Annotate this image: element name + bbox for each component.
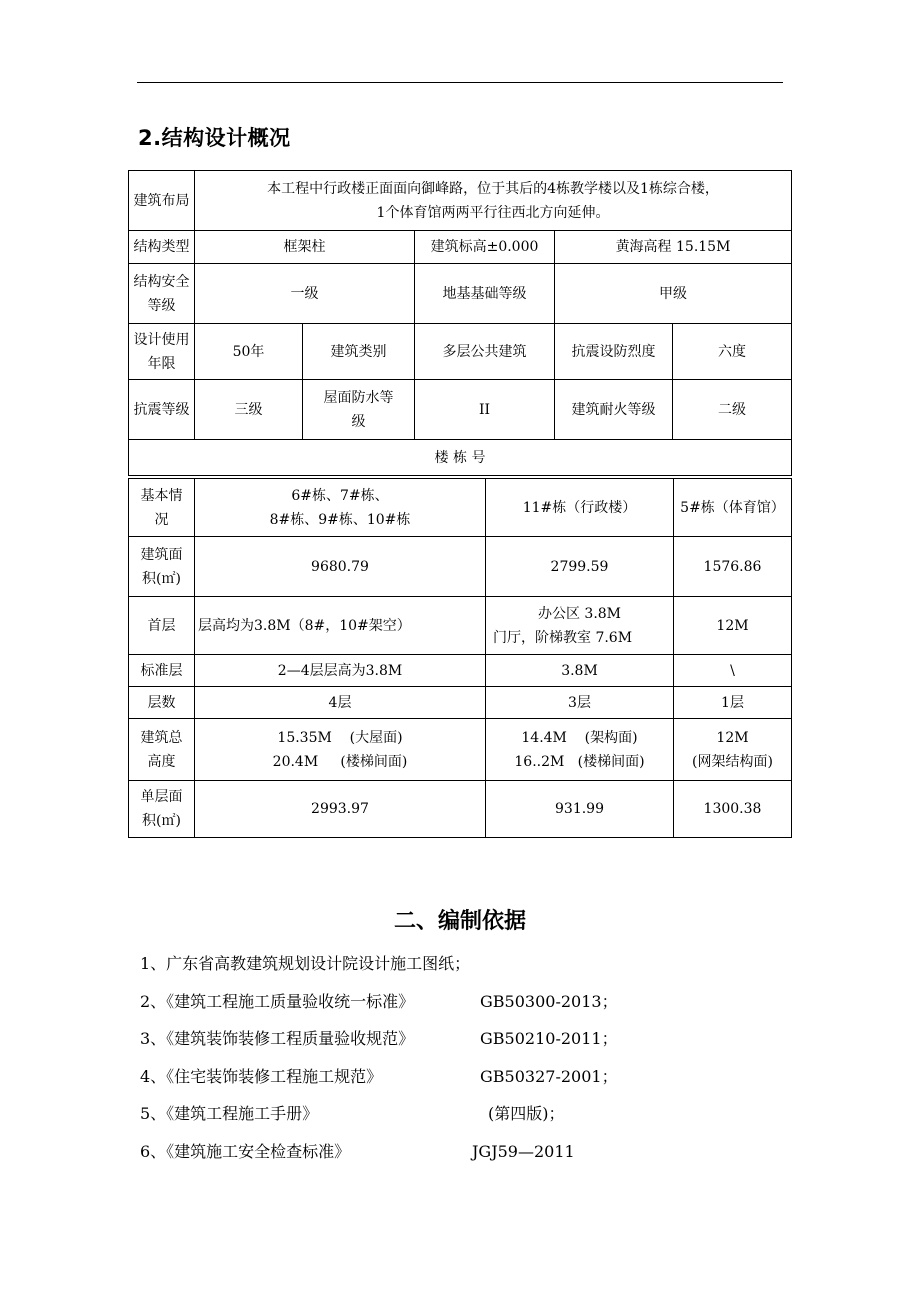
cell-label: 建筑标高±0.000 bbox=[415, 231, 555, 264]
table-row bbox=[129, 324, 792, 380]
value-line: 6#栋、7#栋、 bbox=[291, 487, 389, 504]
cell-value: 1层 bbox=[674, 687, 792, 719]
cell-value: 1576.86 bbox=[674, 537, 792, 597]
cell-value: 5#栋（体育馆） bbox=[674, 479, 792, 537]
label-line: 单层面 bbox=[140, 789, 183, 805]
value-line: 14.4M (架构面) bbox=[521, 729, 638, 746]
table-row bbox=[129, 781, 792, 838]
table-row bbox=[129, 597, 792, 655]
reference-title: 4、《住宅装饰装修工程施工规范》 bbox=[140, 1066, 383, 1086]
cell-value: 2799.59 bbox=[486, 537, 674, 597]
cell-value: 1300.38 bbox=[674, 781, 792, 838]
reference-title: 1、广东省高教建筑规划设计院设计施工图纸； bbox=[140, 954, 471, 973]
cell-label: 结构类型 bbox=[129, 231, 195, 264]
cell-value: 50年 bbox=[195, 324, 303, 380]
table-row bbox=[129, 264, 792, 324]
value-line: 门厅，阶梯教室 7.6M bbox=[493, 629, 633, 646]
label-line: 积(㎡) bbox=[142, 570, 181, 587]
label-line: 况 bbox=[154, 511, 169, 528]
list-item bbox=[140, 1027, 618, 1065]
cell-label bbox=[129, 264, 195, 324]
table-row bbox=[129, 687, 792, 719]
reference-code: GB50210-2011； bbox=[480, 1029, 618, 1049]
cell-value: 3层 bbox=[486, 687, 674, 719]
cell-label bbox=[129, 479, 195, 537]
cell-value bbox=[195, 719, 486, 781]
cell-label: 建筑耐火等级 bbox=[555, 380, 673, 440]
cell-value bbox=[195, 479, 486, 537]
list-item bbox=[140, 990, 618, 1028]
cell-value: 三级 bbox=[195, 380, 303, 440]
cell-label bbox=[129, 719, 195, 781]
list-item bbox=[140, 1140, 618, 1178]
table-row bbox=[129, 537, 792, 597]
label-line: 级 bbox=[351, 413, 366, 430]
value-line: 20.4M (楼梯间面) bbox=[272, 753, 408, 770]
reference-code: (第四版)； bbox=[488, 1104, 565, 1124]
cell-label: 建筑类别 bbox=[303, 324, 415, 380]
cell-value bbox=[674, 719, 792, 781]
label-line: 年限 bbox=[147, 355, 176, 372]
reference-code: JGJ59—2011 bbox=[472, 1141, 575, 1161]
cell-value: 六度 bbox=[673, 324, 792, 380]
building-details-table bbox=[128, 478, 792, 838]
table-row bbox=[129, 231, 792, 264]
label-line: 等级 bbox=[147, 297, 176, 314]
list-item bbox=[140, 1102, 618, 1140]
cell-value: 层高均为3.8M（8#，10#架空） bbox=[195, 597, 486, 655]
cell-value bbox=[486, 597, 674, 655]
label-line: 建筑总 bbox=[140, 729, 183, 746]
layout-line: 本工程中行政楼正面面向御峰路，位于其后的4栋教学楼以及1栋综合楼， bbox=[267, 180, 719, 197]
cell-value: 2—4层层高为3.8M bbox=[195, 655, 486, 687]
reference-title: 6、《建筑施工安全检查标准》 bbox=[140, 1141, 351, 1161]
section-title: 2.结构设计概况 bbox=[138, 126, 291, 150]
value-line: 16..2M (楼梯间面) bbox=[514, 753, 645, 770]
cell-value bbox=[486, 719, 674, 781]
list-item bbox=[140, 1065, 618, 1103]
cell-value: 甲级 bbox=[555, 264, 792, 324]
label-line: 积(㎡) bbox=[142, 813, 181, 829]
label-line: 高度 bbox=[147, 753, 176, 770]
reference-title: 5、《建筑工程施工手册》 bbox=[140, 1104, 319, 1124]
label-line: 基本情 bbox=[140, 487, 183, 504]
cell-value: 9680.79 bbox=[195, 537, 486, 597]
table-row bbox=[129, 655, 792, 687]
reference-code: GB50327-2001； bbox=[480, 1066, 618, 1086]
cell-value: 黄海高程 15.15M bbox=[555, 231, 792, 264]
cell-value: 多层公共建筑 bbox=[415, 324, 555, 380]
basis-title: 二、编制依据 bbox=[393, 909, 526, 934]
cell-value: \ bbox=[674, 655, 792, 687]
label-line: 建筑面 bbox=[140, 546, 183, 563]
structure-overview-table bbox=[128, 170, 792, 476]
cell-label: 首层 bbox=[129, 597, 195, 655]
cell-value: 931.99 bbox=[486, 781, 674, 838]
cell-label: 层数 bbox=[129, 687, 195, 719]
cell-label: 抗震等级 bbox=[129, 380, 195, 440]
cell-value: 二级 bbox=[673, 380, 792, 440]
cell-label bbox=[129, 537, 195, 597]
cell-value: 框架柱 bbox=[195, 231, 415, 264]
label-line: 屋面防水等 bbox=[323, 389, 394, 406]
header-rule bbox=[137, 82, 783, 83]
table-row bbox=[129, 440, 792, 476]
reference-title: 3、《建筑装饰装修工程质量验收规范》 bbox=[140, 1029, 415, 1049]
cell-value: 2993.97 bbox=[195, 781, 486, 838]
reference-title: 2、《建筑工程施工质量验收统一标准》 bbox=[140, 991, 415, 1011]
layout-description bbox=[195, 171, 792, 231]
reference-code: GB50300-2013； bbox=[480, 991, 618, 1011]
building-no-header: 楼 栋 号 bbox=[129, 440, 792, 476]
value-line: 15.35M (大屋面) bbox=[277, 729, 403, 746]
table-row bbox=[129, 479, 792, 537]
value-line: 8#栋、9#栋、10#栋 bbox=[269, 511, 411, 528]
cell-value: 11#栋（行政楼） bbox=[486, 479, 674, 537]
cell-value: 3.8M bbox=[486, 655, 674, 687]
table-row bbox=[129, 380, 792, 440]
table-row bbox=[129, 171, 792, 231]
layout-line: 1个体育馆两两平行往西北方向延伸。 bbox=[376, 204, 610, 221]
value-line: 办公区 3.8M bbox=[537, 605, 622, 622]
list-item bbox=[140, 952, 618, 990]
value-line: 12M bbox=[716, 729, 749, 746]
label-line: 设计使用 bbox=[133, 331, 190, 348]
reference-list bbox=[140, 952, 618, 1178]
table-row bbox=[129, 719, 792, 781]
cell-value: 12M bbox=[674, 597, 792, 655]
cell-value: 一级 bbox=[195, 264, 415, 324]
value-line: (网架结构面) bbox=[692, 753, 773, 770]
cell-label bbox=[129, 781, 195, 838]
cell-value: II bbox=[415, 380, 555, 440]
cell-label: 建筑布局 bbox=[129, 171, 195, 231]
cell-label bbox=[129, 324, 195, 380]
cell-label bbox=[303, 380, 415, 440]
cell-label: 抗震设防烈度 bbox=[555, 324, 673, 380]
label-line: 结构安全 bbox=[133, 273, 190, 290]
cell-label: 标准层 bbox=[129, 655, 195, 687]
cell-label: 地基基础等级 bbox=[415, 264, 555, 324]
cell-value: 4层 bbox=[195, 687, 486, 719]
